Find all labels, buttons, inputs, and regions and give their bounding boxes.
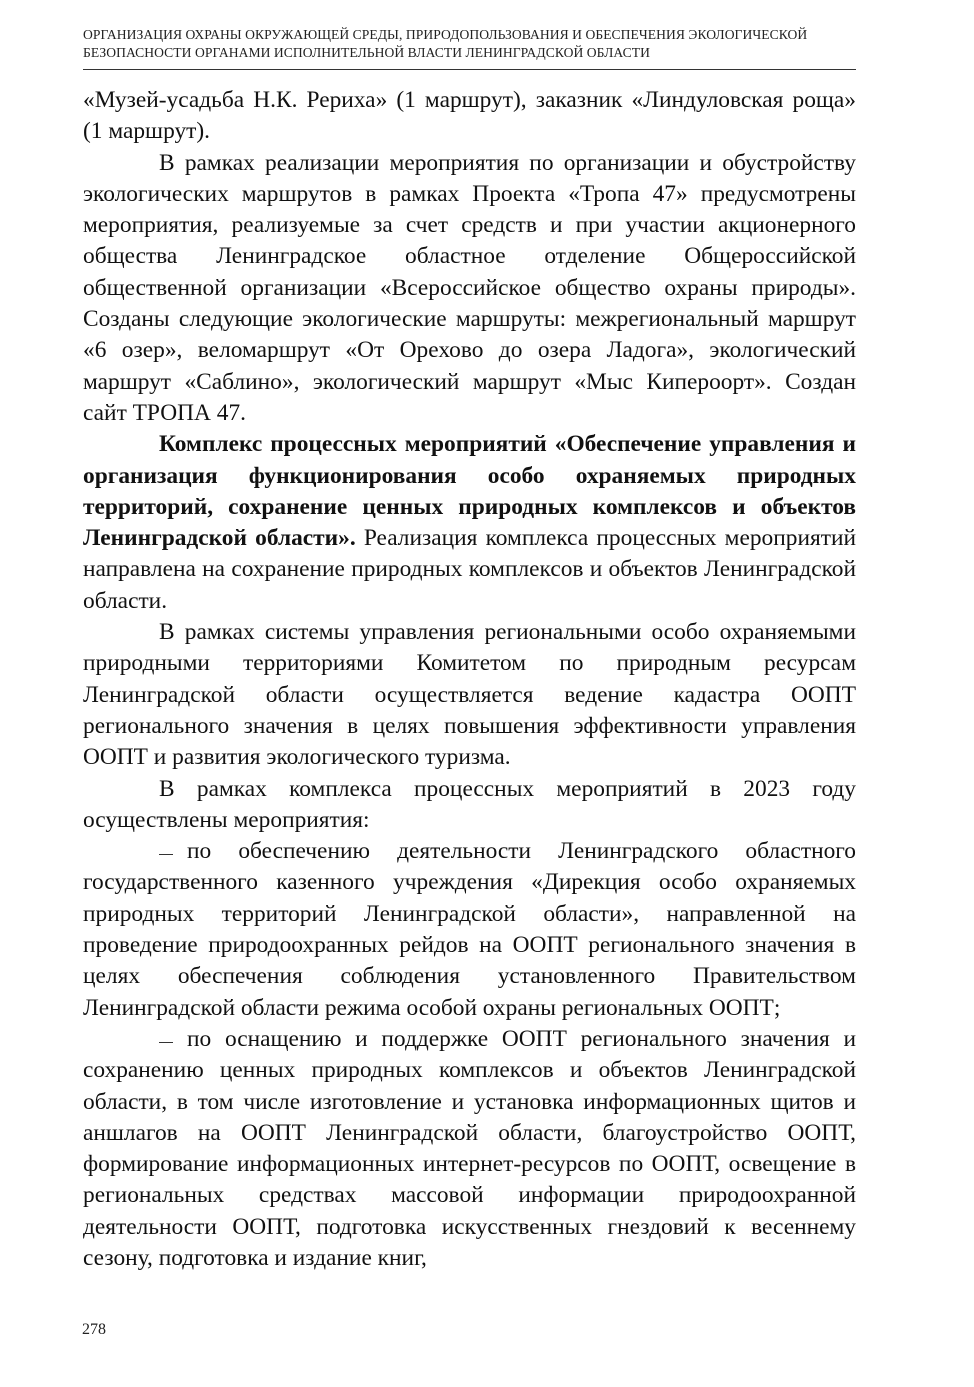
process-complex-text: Реализация комплекса процессных мероприятий направлена на сохранение природных комплексов и объектов Ленинградской области. — [83, 525, 856, 614]
list-item-directorate — [83, 836, 856, 1024]
list-item-directorate-text: по обеспечению деятельности Ленинградского областного государственного казенного учреждения «Дирекция особо охраняемых природных территорий Ленинградской области», направленной на проведение природоохранных рейдов на ООПТ регионального значения в целях обеспечения соблюдения установленного Правительством Ленинградской области режима особой охраны региональных ООПТ; — [83, 838, 856, 1021]
list-item-equipment-text: по оснащению и поддержке ООПТ регионального значения и сохранению ценных природных комплексов и объектов Ленинградской области, в том числе изготовление и установка информационных щитов и аншлагов на ООПТ Ленинградской области, благоустройство ООПТ, формирование информационных интернет-ресурсов по ООПТ, освещение в региональных средствах массовой информации природоохранной деятельности ООПТ, подготовка искусственных гнездовий к весеннему сезону, подготовка и издание книг, — [83, 1025, 856, 1271]
header-divider — [83, 69, 856, 70]
paragraph-2023-activities: В рамках комплекса процессных мероприятий в 2023 году осуществлены мероприятия: — [83, 775, 856, 833]
process-complex-heading: Комплекс процессных мероприятий «Обеспечение управления и организация функционирования особо охраняемых природных территорий, сохранение ценных природных комплексов и объектов Ленинградской области». — [83, 431, 856, 552]
body-text — [83, 85, 856, 1274]
paragraph-continuation: «Музей-усадьба Н.К. Рериха» (1 маршрут), заказник «Линдуловская роща» (1 маршрут). — [83, 87, 856, 145]
paragraph-eco-routes: В рамках реализации мероприятия по организации и обустройству экологических маршрутов в рамках Проекта «Тропа 47» предусмотрены мероприятия, реализуемые за счет средств и при участии акционерного общества Ленинградское областное отделение Общероссийской общественной организации «Всероссийское общество охраны природы». Созданы следующие экологические маршруты: межрегиональный маршрут «6 озер», веломаршрут «От Орехово до озера Ладога», экологический маршрут «Саблино», экологический маршрут «Мыс Кипероорт». Создан сайт ТРОПА 47. — [83, 149, 856, 426]
paragraph-process-complex — [83, 429, 856, 617]
dash-bullet-icon — [159, 1042, 173, 1043]
running-header: ОРГАНИЗАЦИЯ ОХРАНЫ ОКРУЖАЮЩЕЙ СРЕДЫ, ПРИРОДОПОЛЬЗОВАНИЯ И ОБЕСПЕЧЕНИЯ ЭКОЛОГИЧЕСКОЙ БЕЗОПАСНОСТИ ОРГАНАМИ ИСПОЛНИТЕЛЬНОЙ ВЛАСТИ ЛЕНИНГРАДСКОЙ ОБЛАСТИ — [83, 27, 808, 60]
list-item-equipment — [83, 1024, 856, 1274]
page-number: 278 — [82, 1321, 106, 1338]
dash-bullet-icon — [159, 854, 173, 855]
paragraph-cadastre: В рамках системы управления региональными особо охраняемыми природными территориями Комитетом по природным ресурсам Ленинградской области осуществляется ведение кадастра ООПТ регионального значения в целях повышения эффективности управления ООПТ и развития экологического туризма. — [83, 619, 856, 771]
